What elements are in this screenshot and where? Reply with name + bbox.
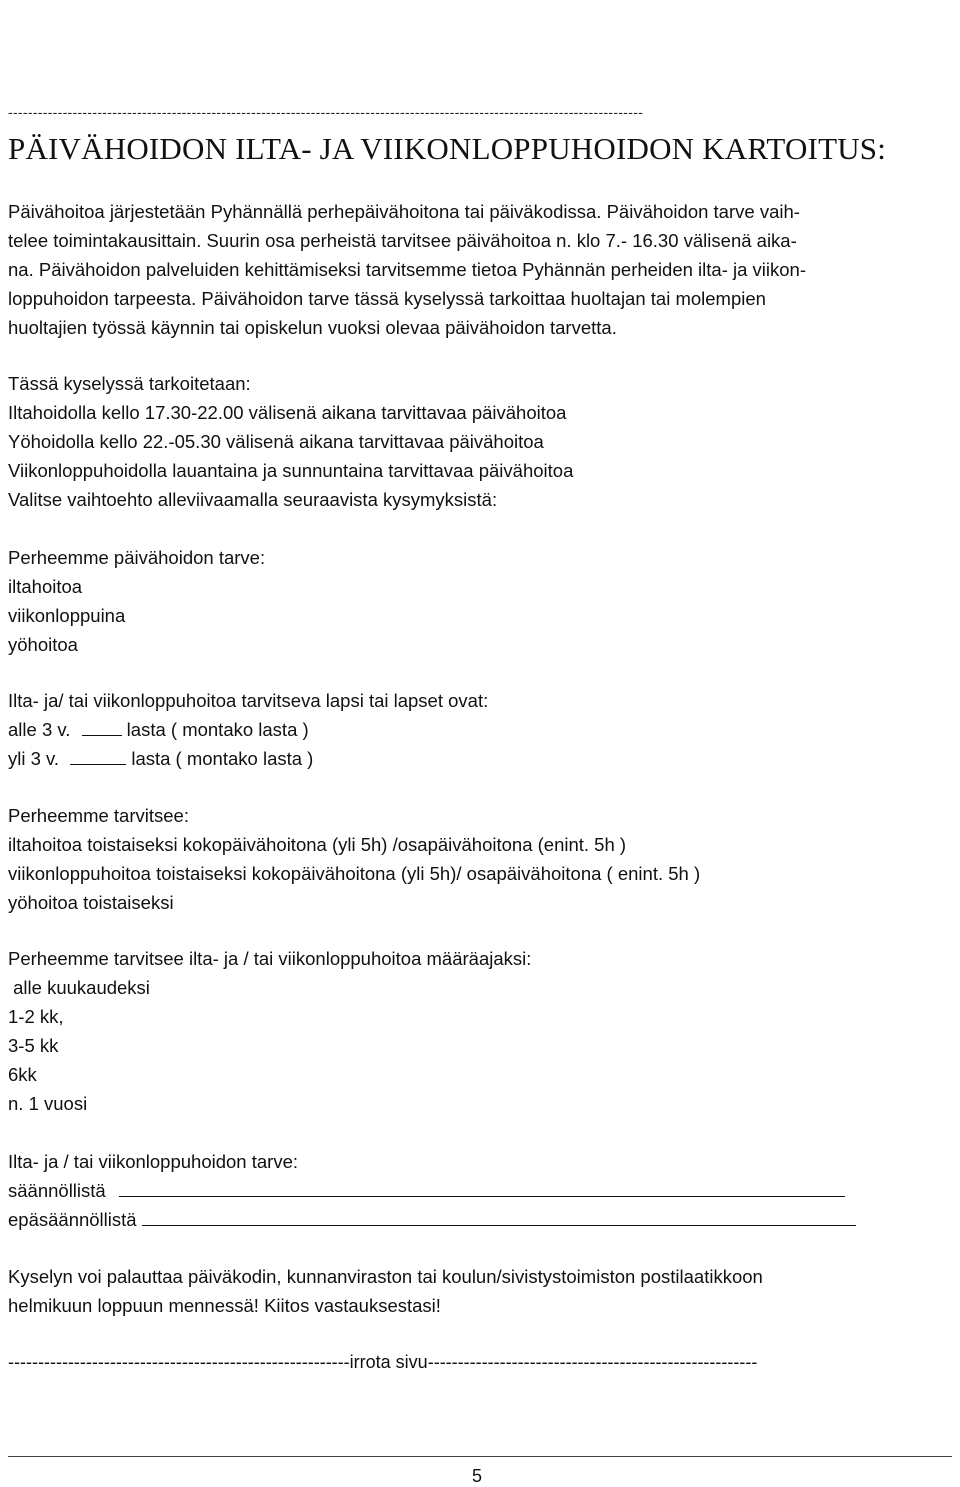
definition-night: Yöhoidolla kello 22.-05.30 välisenä aikana tarvittavaa päivähoitoa — [8, 431, 544, 452]
cut-line — [8, 1348, 952, 1377]
footer-rule — [8, 1456, 952, 1457]
top-separator: -------------------------------------------------------------------------------------------------------------------------------- — [8, 104, 644, 120]
intro-line: na. Päivähoidon palveluiden kehittämiseksi tarvitsemme tietoa Pyhännän perheiden ilta- ja viikon- — [8, 259, 807, 280]
intro-line: Päivähoitoa järjestetään Pyhännällä perhepäivähoitona tai päiväkodissa. Päivähoidon tarve vaih- — [8, 201, 800, 222]
children-under-3-label: alle 3 v. — [8, 719, 71, 740]
option-1-2-months[interactable]: 1-2 kk, — [8, 1006, 64, 1027]
question-heading: Perheemme tarvitsee ilta- ja / tai viikonloppuhoitoa määräajaksi: — [8, 948, 532, 969]
definition-weekend: Viikonloppuhoidolla lauantaina ja sunnuntaina tarvittavaa päivähoitoa — [8, 460, 574, 481]
option-irregular-row — [8, 1205, 856, 1234]
cut-line-label: irrota sivu — [349, 1352, 428, 1372]
irregular-blank-line[interactable] — [142, 1207, 856, 1226]
option-1-year[interactable]: n. 1 vuosi — [8, 1093, 88, 1114]
option-weekends[interactable]: viikonloppuina — [8, 605, 126, 626]
question-heading: Ilta- ja / tai viikonloppuhoidon tarve: — [8, 1151, 299, 1172]
question-fixed-term — [8, 944, 531, 1118]
children-over-3-row — [8, 744, 488, 773]
cut-line-dashes-left: --------------------------------------------------------- — [8, 1352, 350, 1372]
children-under-3-row — [8, 715, 488, 744]
page-title: PÄIVÄHOIDON ILTA- JA VIIKONLOPPUHOIDON KARTOITUS: — [8, 131, 887, 166]
intro-line: loppuhoidon tarpeesta. Päivähoidon tarve tässä kyselyssä tarkoittaa huoltajan tai molempien — [8, 288, 766, 309]
option-regular[interactable]: säännöllistä — [8, 1180, 106, 1201]
closing-line: Kyselyn voi palauttaa päiväkodin, kunnanviraston tai koulun/sivistystoimiston postilaatikkoon — [8, 1266, 763, 1287]
option-6-months[interactable]: 6kk — [8, 1064, 37, 1085]
definitions-heading: Tässä kyselyssä tarkoitetaan: — [8, 373, 251, 394]
question-regularity — [8, 1147, 856, 1234]
option-regular-row — [8, 1176, 856, 1205]
children-over-3-blank[interactable] — [70, 746, 126, 765]
question-heading: Perheemme tarvitsee: — [8, 805, 189, 826]
definitions — [8, 369, 573, 514]
children-under-3-blank[interactable] — [82, 717, 122, 736]
cut-line-dashes-right: ------------------------------------------------------- — [427, 1352, 758, 1372]
intro-line: telee toimintakausittain. Suurin osa perheistä tarvitsee päivähoitoa n. klo 7.- 16.30 välisenä aika- — [8, 230, 797, 251]
children-count-label: lasta ( montako lasta ) — [131, 748, 314, 769]
option-irregular[interactable]: epäsäännöllistä — [8, 1209, 137, 1230]
option-night-indefinite[interactable]: yöhoitoa toistaiseksi — [8, 892, 174, 913]
intro-line: huoltajien työssä käynnin tai opiskelun vuoksi olevaa päivähoidon tarvetta. — [8, 317, 617, 338]
instructions: Valitse vaihtoehto alleviivaamalla seuraavista kysymyksistä: — [8, 489, 498, 510]
option-night-care[interactable]: yöhoitoa — [8, 634, 78, 655]
children-count-label: lasta ( montako lasta ) — [126, 719, 309, 740]
question-care-need — [8, 543, 265, 659]
closing-line: helmikuun loppuun mennessä! Kiitos vastauksestasi! — [8, 1295, 441, 1316]
option-evening-care[interactable]: iltahoitoa — [8, 576, 83, 597]
intro-paragraph — [8, 197, 806, 342]
page-number: 5 — [472, 1466, 483, 1486]
question-heading: Perheemme päivähoidon tarve: — [8, 547, 266, 568]
definition-evening: Iltahoidolla kello 17.30-22.00 välisenä aikana tarvittavaa päivähoitoa — [8, 402, 567, 423]
question-children — [8, 686, 488, 773]
children-over-3-label: yli 3 v. — [8, 748, 60, 769]
regular-blank-line[interactable] — [119, 1178, 845, 1197]
question-heading: Ilta- ja/ tai viikonloppuhoitoa tarvitseva lapsi tai lapset ovat: — [8, 690, 489, 711]
closing-paragraph — [8, 1262, 763, 1320]
option-weekend-indefinite[interactable]: viikonloppuhoitoa toistaiseksi kokopäivähoitona (yli 5h)/ osapäivähoitona ( enint. 5h ) — [8, 863, 701, 884]
question-family-needs — [8, 801, 700, 917]
option-evening-indefinite[interactable]: iltahoitoa toistaiseksi kokopäivähoitona (yli 5h) /osapäivähoitona (enint. 5h ) — [8, 834, 627, 855]
option-under-month[interactable]: alle kuukaudeksi — [8, 977, 150, 998]
option-3-5-months[interactable]: 3-5 kk — [8, 1035, 59, 1056]
